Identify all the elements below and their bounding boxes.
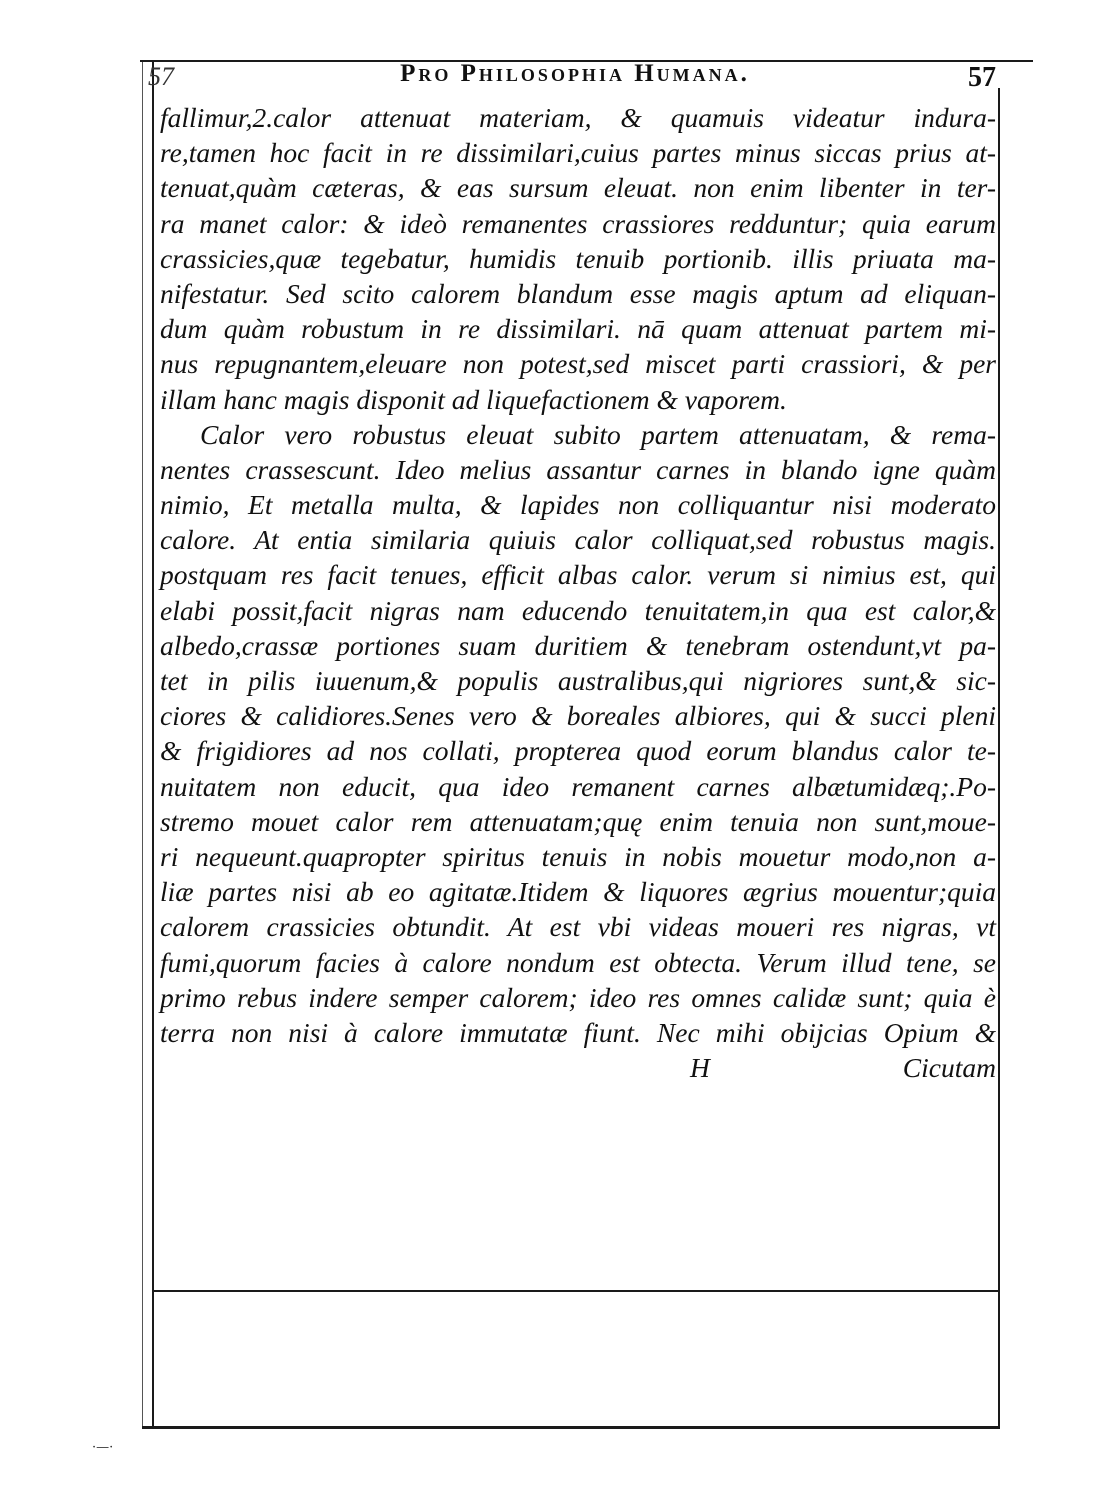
text-line: dum quàm robustum in re dissimilari. nā quam attenuat partem mi- <box>160 313 996 345</box>
text-line: albedo,crassæ portiones suam duritiem & tenebram ostendunt,vt pa- <box>160 629 996 661</box>
right-border-rule <box>998 88 1000 1428</box>
text-line: primo rebus indere semper calorem; ideo res omnes calidæ sunt; quia è <box>160 981 996 1013</box>
text-line: nus repugnantem,eleuare non potest,sed miscet parti crassiori, & per <box>160 348 996 380</box>
left-border-rule <box>152 62 154 1427</box>
text-line: re,tamen hoc facit in re dissimilari,cuius partes minus siccas prius at- <box>160 137 996 169</box>
body-text <box>160 100 996 1085</box>
signature-mark: H <box>690 1052 710 1084</box>
text-line: nuitatem non educit, qua ideo remanent carnes albætumidæq;.Po- <box>160 770 996 802</box>
text-line: tenuat,quàm cæteras, & eas sursum eleuat. non enim libenter in ter- <box>160 172 996 204</box>
catchword: Cicutam <box>902 1052 996 1084</box>
folio-number: 57 <box>968 62 996 93</box>
text-line: nifestatur. Sed scito calorem blandum esse magis aptum ad eliquan- <box>160 277 996 309</box>
text-line: postquam res facit tenues, efficit albas calor. verum si nimius est, qui <box>160 559 996 591</box>
text-line: calorem crassicies obtundit. At est vbi videas moueri res nigras, vt <box>160 911 996 943</box>
text-line: fallimur,2.calor attenuat materiam, & quamuis videatur indura- <box>160 102 996 133</box>
text-line: terra non nisi à calore immutatæ fiunt. Nec mihi obijcias Opium & <box>160 1016 996 1048</box>
text-line: tet in pilis iuuenum,& populis australibus,qui nigriores sunt,& sic- <box>160 665 996 696</box>
page-header <box>140 58 1010 94</box>
running-title: Pro Philosophia Humana. <box>400 60 750 87</box>
text-line: illam hanc magis disponit ad liquefactionem & vaporem. <box>160 383 787 415</box>
text-line: nimio, Et metalla multa, & lapides non colliquantur nisi moderato <box>160 489 996 521</box>
text-line: fumi,quorum facies à calore nondum est obtecta. Verum illud tene, se <box>160 946 996 978</box>
text-line: & frigidiores ad nos collati, propterea quod eorum blandus calor te- <box>160 735 996 767</box>
text-line: ri nequeunt.quapropter spiritus tenuis in nobis mouetur modo,non a- <box>160 840 996 872</box>
text-line: liæ partes nisi ab eo agitatæ.Itidem & liquores ægrius mouentur;quia <box>160 876 996 908</box>
footer-rule <box>152 1290 1000 1292</box>
signature-row <box>160 1050 996 1085</box>
left-outer-rule <box>142 62 143 1427</box>
text-line: stremo mouet calor rem attenuatam;quę enim tenuia non sunt,moue- <box>160 805 996 837</box>
text-line: nentes crassescunt. Ideo melius assantur carnes in blando igne quàm <box>160 453 996 485</box>
text-line: ra manet calor: & ideò remanentes crassiores redduntur; quia earum <box>160 207 996 239</box>
text-line: Calor vero robustus eleuat subito partem attenuatam, & rema- <box>200 418 996 450</box>
scan-mark-left: ·—· <box>92 1440 114 1455</box>
text-line: ciores & calidiores.Senes vero & boreales albiores, qui & succi pleni <box>160 700 996 732</box>
text-line: elabi possit,facit nigras nam educendo tenuitatem,in qua est calor,& <box>160 594 996 626</box>
margin-page-number: 57 <box>148 62 174 91</box>
text-line: calore. At entia similaria quiuis calor colliquat,sed robustus magis. <box>160 524 996 556</box>
bottom-rule <box>142 1426 1000 1429</box>
text-line: crassicies,quæ tegebatur, humidis tenuib portionib. illis priuata ma- <box>160 242 996 274</box>
